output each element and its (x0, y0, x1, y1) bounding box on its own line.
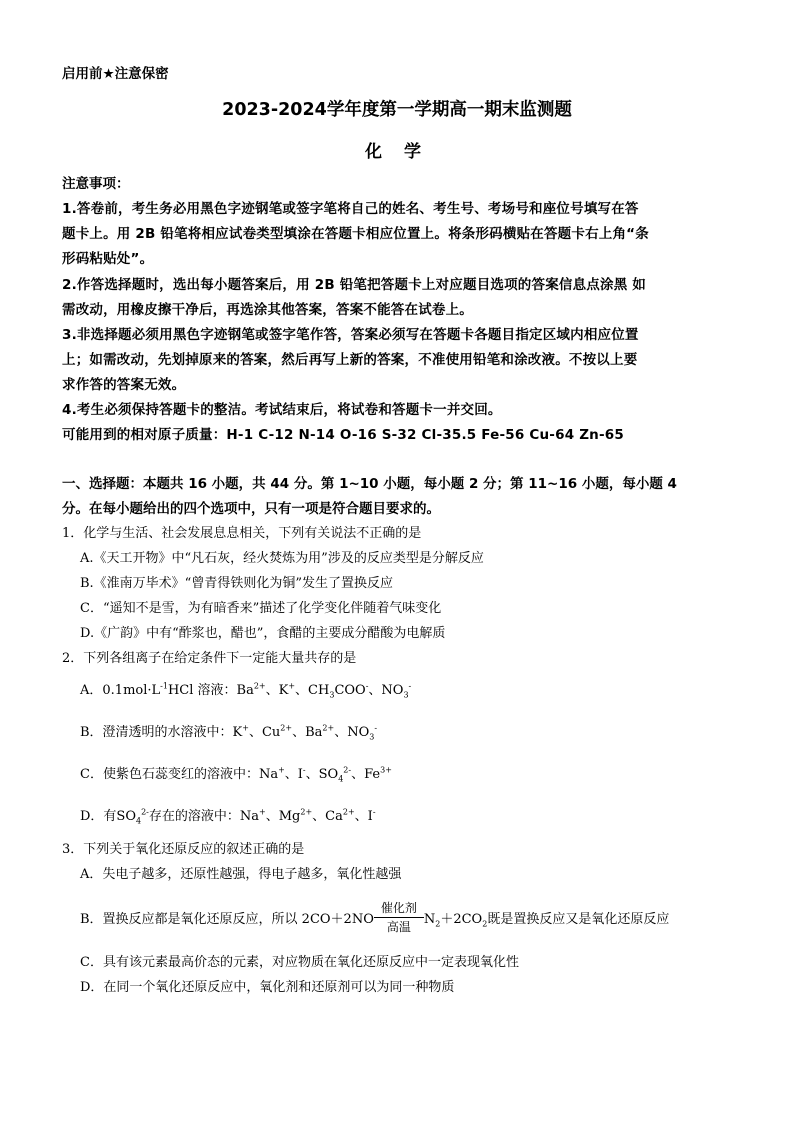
section-heading-line: 一、选择题：本题共 16 小题，共 44 分。第 1~10 小题，每小题 2 分；第 11~16 小题，每小题 4 (62, 476, 677, 492)
sup: - (372, 807, 376, 817)
sup: + (259, 807, 266, 817)
question-2-option-a (80, 679, 411, 698)
text: 、K (265, 683, 289, 698)
exam-title: 2023-2024学年度第一学期高一期末监测题 (222, 100, 572, 120)
text: C．使紫色石蕊变红的溶液中：Na (80, 767, 279, 782)
sub: 4 (136, 816, 142, 826)
text: 、Ba (292, 725, 323, 740)
sup: -1 (160, 681, 168, 691)
subject-title: 化 学 (365, 142, 429, 162)
text: B．置换反应都是氧化还原反应，所以 2CO＋2NO (80, 912, 374, 927)
text: 、Ca (312, 809, 343, 824)
sup: + (288, 681, 296, 691)
sup: 2+ (342, 807, 355, 817)
text: 、SO (305, 767, 339, 782)
question-2-option-c (80, 763, 392, 782)
temperature-label: 高温 (386, 920, 411, 934)
sup: 2- (343, 765, 352, 775)
sup: 2+ (322, 723, 335, 733)
text: N (423, 912, 436, 927)
sup: 3+ (380, 765, 392, 775)
text: D．有SO (80, 809, 136, 824)
text: A．0.1mol·L (80, 683, 161, 698)
sub: 2 (435, 919, 441, 929)
sup: + (242, 723, 249, 733)
section-heading-line: 分。在每小题给出的四个选项中，只有一项是符合题目要求的。 (62, 501, 440, 517)
sup: 2+ (300, 807, 313, 817)
question-2-option-b (80, 721, 377, 740)
note-line: 4.考生必须保持答题卡的整洁。考试结束后，将试卷和答题卡一并交回。 (62, 402, 502, 418)
sup: - (365, 681, 369, 691)
text: 、Cu (248, 725, 281, 740)
note-line: 形码粘贴处”。 (62, 251, 154, 267)
note-line: 3.非选择题必须用黑色字迹钢笔或签字笔作答，答案必须写在答题卡各题目指定区域内相应位置 (62, 327, 639, 343)
sup: 2+ (280, 723, 293, 733)
sub: 3 (369, 732, 375, 742)
text: 、CH (295, 683, 330, 698)
sub: 3 (403, 690, 409, 700)
sup: 2+ (253, 681, 266, 691)
notes-heading: 注意事项： (62, 176, 130, 192)
sup: - (374, 723, 378, 733)
sup: 2- (141, 807, 149, 817)
question-3-option-d: D．在同一个氧化还原反应中，氧化剂和还原剂可以为同一种物质 (80, 980, 455, 995)
question-1-stem: 1．化学与生活、社会发展息息相关，下列有关说法不正确的是 (62, 526, 422, 541)
text: COO (334, 683, 366, 698)
sub: 4 (338, 774, 344, 784)
question-1-option-a: A.《天工开物》中“凡石灰，经火焚炼为用”涉及的反应类型是分解反应 (80, 551, 484, 566)
question-1-option-d: D.《广韵》中有“酢浆也，醋也”，食醋的主要成分醋酸为电解质 (80, 626, 446, 641)
note-line: 上；如需改动，先划掉原来的答案，然后再写上新的答案，不准使用铅笔和涂改液。不按以上要 (62, 352, 638, 368)
text: B．澄清透明的水溶液中：K (80, 725, 243, 740)
sub: 2 (482, 919, 488, 929)
note-line: 求作答的答案无效。 (62, 377, 186, 393)
text: 既是置换反应又是氧化还原反应 (487, 912, 670, 927)
sub: 3 (329, 690, 335, 700)
text: 、NO (334, 725, 370, 740)
note-line: 题卡上。用 2B 铅笔将相应试卷类型填涂在答题卡相应位置上。将条形码横贴在答题卡右上角“条 (62, 226, 649, 242)
text: HCl 溶液：Ba (167, 683, 254, 698)
question-1-option-c: C．“遥知不是雪，为有暗香来”描述了化学变化伴随着气味变化 (80, 601, 442, 616)
question-3-option-c: C．具有该元素最高价态的元素，对应物质在氧化还原反应中一定表现氧化性 (80, 955, 519, 970)
sup: - (408, 681, 412, 691)
note-line: 1.答卷前，考生务必用黑色字迹钢笔或签字笔将自己的姓名、考生号、考场号和座位号填写在答 (62, 201, 639, 217)
text: 、I (354, 809, 373, 824)
sup: - (302, 765, 306, 775)
question-1-option-b: B.《淮南万毕术》“曾青得铁则化为铜”发生了置换反应 (80, 576, 393, 591)
question-2-option-d (80, 805, 376, 824)
reaction-condition (374, 900, 424, 935)
question-3-option-b (80, 902, 669, 937)
note-line: 需改动，用橡皮擦干净后，再选涂其他答案，答案不能答在试卷上。 (62, 302, 473, 318)
atomic-mass-line: 可能用到的相对原子质量：H-1 C-12 N-14 O-16 S-32 Cl-35.5 Fe-56 Cu-64 Zn-65 (62, 427, 624, 443)
question-3-stem: 3．下列关于氧化还原反应的叙述正确的是 (62, 842, 305, 857)
text: 、I (284, 767, 303, 782)
confidential-label: 启用前★注意保密 (62, 66, 169, 82)
text: 、NO (368, 683, 404, 698)
catalyst-label: 催化剂 (380, 901, 417, 915)
reaction-arrow-line (374, 917, 424, 918)
text: 、Mg (265, 809, 301, 824)
text: 、Fe (351, 767, 381, 782)
question-3-option-a: A．失电子越多，还原性越强，得电子越多，氧化性越强 (80, 867, 402, 882)
text: 存在的溶液中：Na (148, 809, 260, 824)
sup: + (278, 765, 285, 775)
note-line: 2.作答选择题时，选出每小题答案后，用 2B 铅笔把答题卡上对应题目选项的答案信息点涂黑 如 (62, 277, 647, 293)
text: ＋2CO (440, 912, 483, 927)
question-2-stem: 2．下列各组离子在给定条件下一定能大量共存的是 (62, 651, 357, 666)
